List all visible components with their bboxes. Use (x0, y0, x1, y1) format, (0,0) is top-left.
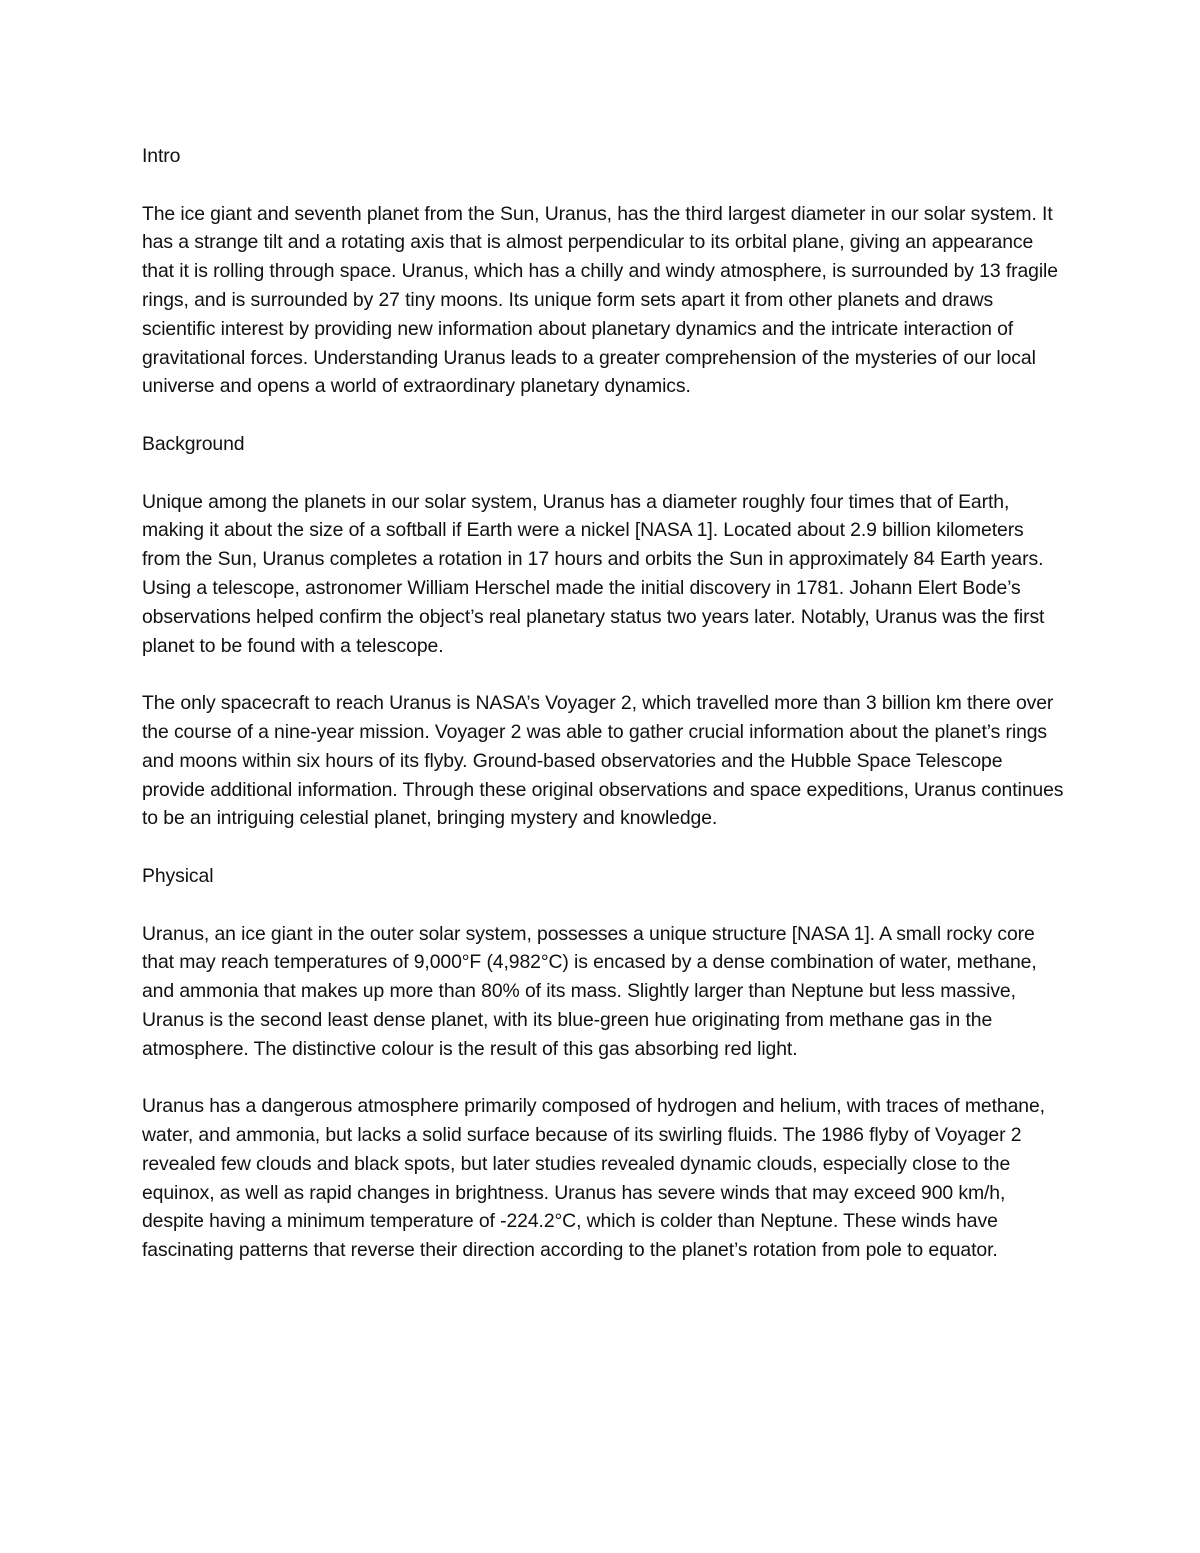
section-heading-intro: Intro (142, 145, 181, 167)
section-heading-background: Background (142, 432, 245, 455)
background-paragraph-1: Unique among the planets in our solar system, Uranus has a diameter roughly four times that of Earth, making it about the size of a softball if Earth were a nickel [NASA 1]. Located about 2.9 billion kilometers from the Sun, Uranus completes a rotation in 17 hours and orbits the Sun in approximately 84 Earth years. Using a telescope, astronomer William Herschel made the initial discovery in 1781. Johann Elert Bode’s observations helped confirm the object’s real planetary status two years later. Notably, Uranus was the first planet to be found with a telescope. (142, 490, 1045, 657)
section-heading-physical: Physical (142, 864, 214, 887)
physical-paragraph-1: Uranus, an ice giant in the outer solar system, possesses a unique structure [NASA 1]. A small rocky core that may reach temperatures of 9,000°F (4,982°C) is encased by a dense combination of water, methane, and ammonia that makes up more than 80% of its mass. Slightly larger than Neptune but less massive, Uranus is the second least dense planet, with its blue-green hue originating from methane gas in the atmosphere. The distinctive colour is the result of this gas absorbing red light. (142, 922, 1037, 1060)
intro-paragraph: The ice giant and seventh planet from the Sun, Uranus, has the third largest diameter in our solar system. It has a strange tilt and a rotating axis that is almost perpendicular to its orbital plane, giving an appearance that it is rolling through space. Uranus, which has a chilly and windy atmosphere, is surrounded by 13 fragile rings, and is surrounded by 27 tiny moons. Its unique form sets apart it from other planets and draws scientific interest by providing new information about planetary dynamics and the intricate interaction of gravitational forces. Understanding Uranus leads to a greater comprehension of the mysteries of our local universe and opens a world of extraordinary planetary dynamics. (142, 202, 1058, 398)
background-paragraph-2: The only spacecraft to reach Uranus is NASA’s Voyager 2, which travelled more than 3 billion km there over the course of a nine-year mission. Voyager 2 was able to gather crucial information about the planet’s rings and moons within six hours of its flyby. Ground-based observatories and the Hubble Space Telescope provide additional information. Through these original observations and space expeditions, Uranus continues to be an intriguing celestial planet, bringing mystery and knowledge. (142, 692, 1064, 830)
document-body (142, 142, 1067, 1294)
physical-paragraph-2: Uranus has a dangerous atmosphere primarily composed of hydrogen and helium, with traces of methane, water, and ammonia, but lacks a solid surface because of its swirling fluids. The 1986 flyby of Voyager 2 revealed few clouds and black spots, but later studies revealed dynamic clouds, especially close to the equinox, as well as rapid changes in brightness. Uranus has severe winds that may exceed 900 km/h, despite having a minimum temperature of -224.2°C, which is colder than Neptune. These winds have fascinating patterns that reverse their direction according to the planet’s rotation from pole to equator. (142, 1095, 1045, 1262)
